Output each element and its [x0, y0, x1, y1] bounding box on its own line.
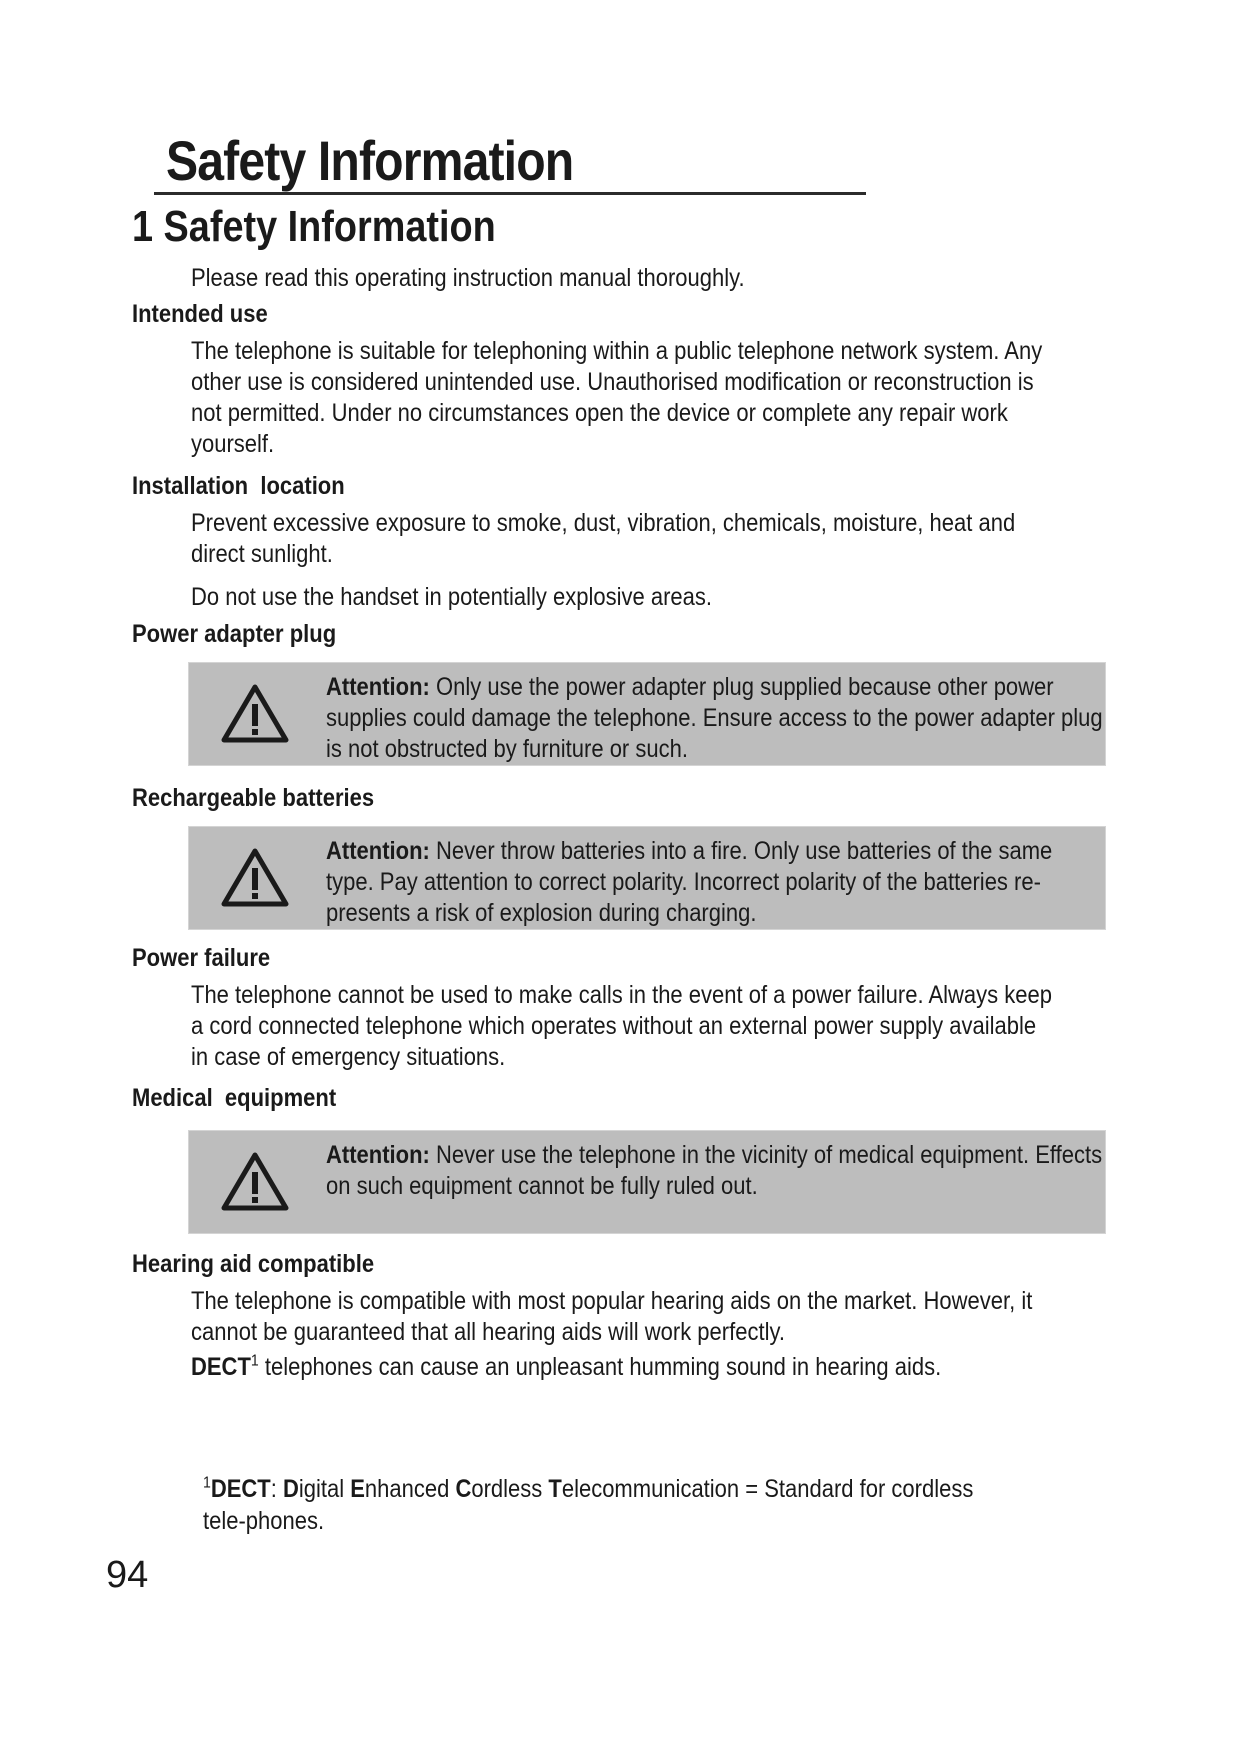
section-heading: 1 Safety Information — [132, 202, 496, 251]
warning-label: Attention: — [326, 1141, 430, 1169]
title-underline — [154, 192, 866, 195]
initial-t: T — [548, 1475, 562, 1503]
word-cordless: ordless — [471, 1475, 549, 1503]
warning-body: Never use the telephone in the vicinity of medical equipment. Effects on such equipment cannot be fully ruled out. — [326, 1141, 1103, 1200]
warning-text-power-adapter — [326, 672, 1105, 765]
word-digital: igital — [298, 1475, 351, 1503]
text-explosive-areas: Do not use the handset in potentially explosive areas. — [191, 583, 713, 611]
heading-power-failure: Power failure — [132, 944, 271, 972]
warning-triangle-icon — [220, 682, 290, 744]
page-number: 94 — [106, 1554, 149, 1596]
heading-rechargeable-batteries: Rechargeable batteries — [132, 784, 375, 812]
footnote-colon: : — [270, 1475, 283, 1503]
dect-term: DECT — [191, 1353, 251, 1381]
warning-box-batteries — [188, 826, 1106, 930]
warning-text-medical — [326, 1140, 1105, 1202]
footnote-number: 1 — [203, 1474, 211, 1492]
heading-medical-equipment: Medical equipment — [132, 1084, 337, 1112]
heading-hearing-aid: Hearing aid compatible — [132, 1250, 375, 1278]
footnote-marker: 1 — [250, 1352, 259, 1370]
text-intended-use: The telephone is suitable for telephoning within a public telephone network system. Any other use is considered unintended use. Unauthorised modification or reconstruction is not permitted. Under no circumstances open the device or complete any repair work yourself. — [191, 337, 1043, 458]
text-power-failure: The telephone cannot be used to make calls in the event of a power failure. Always keep a cord connected telephone which operates without an external power supply available in case of emergency situations. — [191, 981, 1052, 1071]
footnote-term: DECT — [210, 1475, 271, 1503]
warning-triangle-icon — [220, 846, 290, 908]
warning-body: Only use the power adapter plug supplied because other power supplies could damage the telephone. Ensure access to the power adapter plug is not obstructed by furniture or such. — [326, 673, 1103, 763]
warning-label: Attention: — [326, 673, 430, 701]
page-title: Safety Information — [166, 129, 574, 192]
warning-box-medical — [188, 1130, 1106, 1234]
dect-text: telephones can cause an unpleasant humming sound in hearing aids. — [258, 1353, 942, 1381]
word-telecommunication: elecommunication = Standard for cordless tele-phones. — [203, 1475, 974, 1535]
text-dect-humming — [191, 1352, 1053, 1383]
footnote — [203, 1473, 995, 1537]
warning-triangle-icon — [220, 1150, 290, 1212]
warning-label: Attention: — [326, 837, 430, 865]
initial-d: D — [282, 1475, 299, 1503]
heading-power-adapter-plug: Power adapter plug — [132, 620, 337, 648]
warning-text-batteries — [326, 836, 1105, 929]
text-hearing-aid: The telephone is compatible with most popular hearing aids on the market. However, it cannot be guaranteed that all hearing aids will work perfectly. — [191, 1287, 1033, 1346]
initial-e: E — [350, 1475, 365, 1503]
heading-installation-location: Installation location — [132, 472, 345, 500]
word-enhanced: nhanced — [364, 1475, 456, 1503]
intro-text: Please read this operating instruction manual thoroughly. — [191, 264, 745, 292]
initial-c: C — [455, 1475, 472, 1503]
warning-box-power-adapter — [188, 662, 1106, 766]
heading-intended-use: Intended use — [132, 300, 268, 328]
text-installation-location: Prevent excessive exposure to smoke, dust, vibration, chemicals, moisture, heat and direct sunlight. — [191, 509, 1016, 568]
warning-body: Never throw batteries into a fire. Only use batteries of the same type. Pay attention to correct polarity. Incorrect polarity of the batteries re-presents a risk of explosion during charging. — [326, 837, 1053, 927]
